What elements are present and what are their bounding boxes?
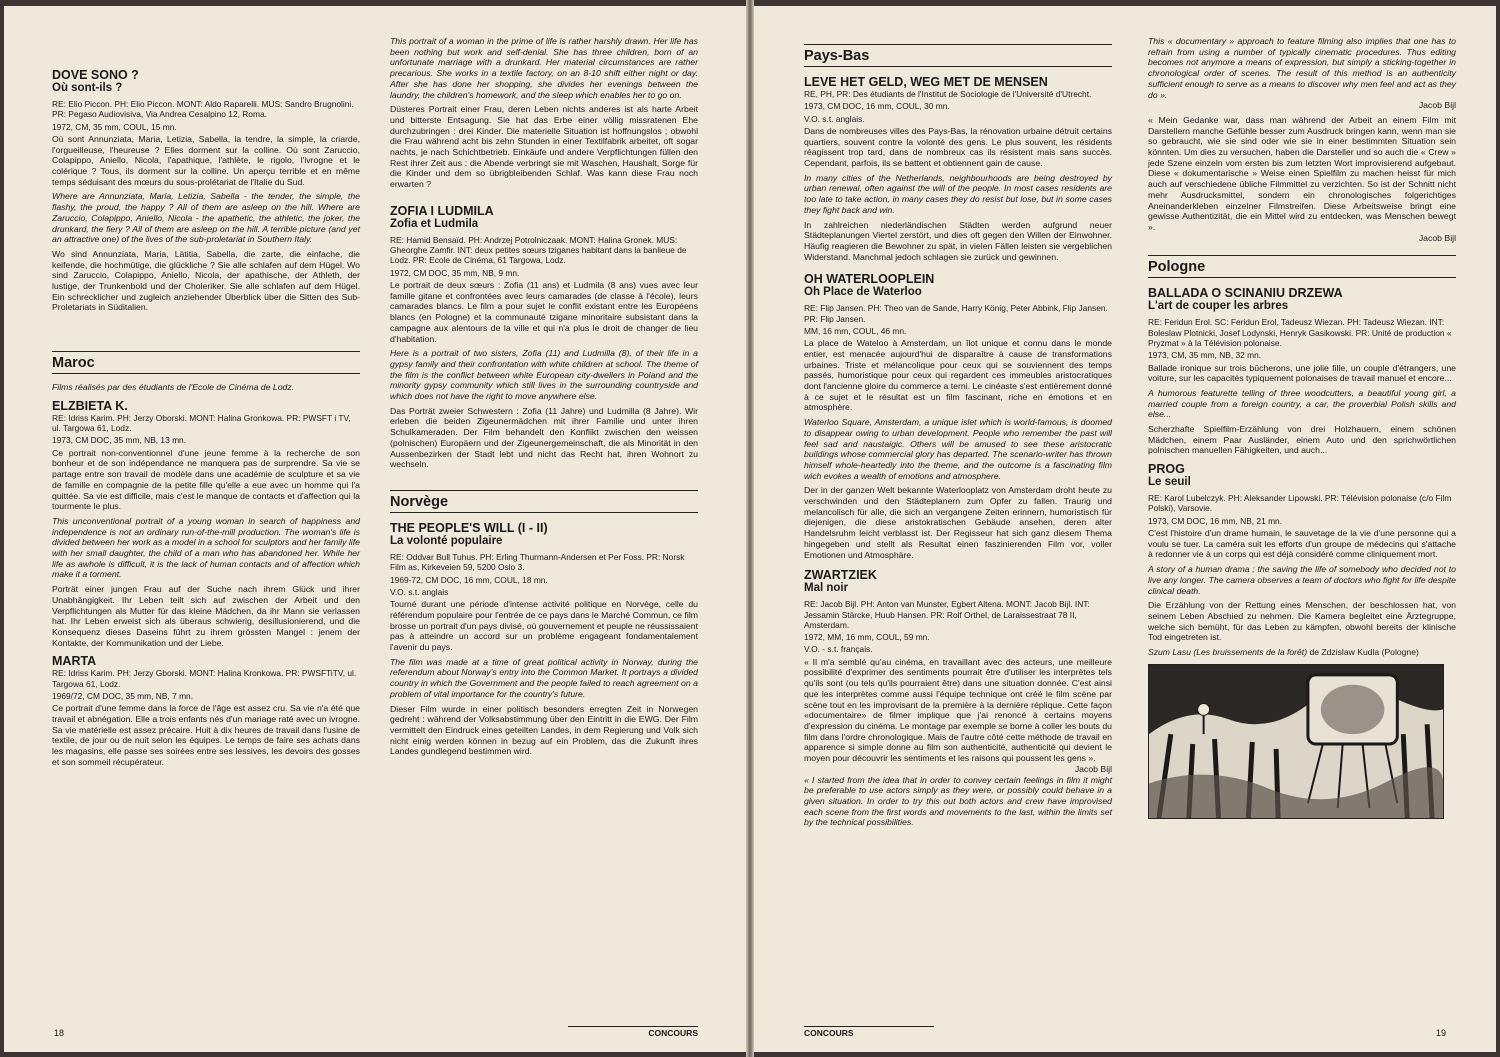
- page-number: 18: [54, 1028, 65, 1038]
- film-credits: RE: Hamid Bensaïd. PH: Andrzej Potrolniczaak. MONT: Halina Gronek. MUS: Gheorghe Zamfir. INT: deux petites sœurs tziganes habitant dans la banlieue de Lodz. PR: Ecole de Cinéma, 61 Targowa, Lodz.: [390, 234, 687, 266]
- film-title: DOVE SONO ?: [52, 68, 139, 82]
- synopsis-de: Die Erzählung von der Rettung eines Menschen, der beschlossen hat, von seinem Leben Abschied zu nehmen. Die Kamera begleitet eine Ärztegruppe, welche sich bemüht, für das Leben zu kämpfen, obwohl bereits der klinische Tod eingetreten ist.: [1148, 600, 1456, 643]
- synopsis-de: In zahlreichen niederländischen Städten werden aufgrund neuer Städteplanungen Viertel zerstört, und dies oft gegen den Willen der Einwohner. Häufig reagieren die Bewohner zu spät, in vielen Fällen leisten sie vergeblichen Widerstand. Manchmal jedoch schlagen sie zurück und gewinnen.: [804, 219, 1112, 262]
- film-credits: RE: Elio Piccon. PH: Elio Piccon. MONT: Aldo Raparelli. MUS: Sandro Brugnolini. PR: Pegaso Audiovisiva, Via Andrea Cesalpino 12, Roma.: [52, 99, 354, 120]
- film-tech: 1969-72, CM DOC, 16 mm, COUL, 18 mn.: [390, 574, 548, 585]
- synopsis-en: Here is a portrait of two sisters, Zofia (11) and Ludmilla (8), of their life in a gypsy family and their confrontation with white children at school. The theme of the film is the conflict between white European city-dwellers in Poland and the minority gypsy community which still lives in the surrounding countryside and which does not have the right to move anywhere else.: [390, 348, 698, 402]
- synopsis-en: « I started from the idea that in order to convey certain feelings in film it might be preferable to use actors simply as they were, or possibly could behave in a given situation. In order to try this out both actors and crew have improvised each scene from the first words and movements to the last, within the limits set by the technical possibilities.: [804, 774, 1112, 828]
- synopsis-en: Waterloo Square, Amsterdam, a unique islet which is world-famous, is doomed to disappear owing to urban development. People who remember the past will feel sad and naustaigic. Others will be amused to see these aristocratic buildings whose commercial glory has departed. The scenario-writer has thrown himself whole-heartedly into the theme, and the outcome is a fascinating film wich evokes a wealth of emotions and atmosphere.: [804, 417, 1112, 481]
- synopsis-en: This unconventional portrait of a young woman in search of happiness and independence is not an ordinary run-of-the-mill production. The woman's life is divided between her work as a model in a school for sculptors and her family life with her small daughter, the child of a man who has abandoned her. While her life as awhole is difficult, it is the lack of human contacts and of affection which make it a torment.: [52, 515, 360, 580]
- author-signature: Jacob Bijl: [1418, 100, 1456, 111]
- footer-label: CONCOURS: [804, 1026, 934, 1038]
- synopsis-fr: Dans de nombreuses villes des Pays-Bas, la rénovation urbaine détruit certains quartiers, souvent contre la volonté des gens. Le plus souvent, les résidents réagissent trop tard, dans de nombreux cas ils résistent mais sans succès. Cependant, parfois, ils se battent et obtiennent gain de cause.: [804, 125, 1112, 168]
- film-language: V.O. - s.t. français.: [804, 644, 873, 655]
- signature-line: [1148, 100, 1456, 111]
- synopsis-fr: Le portrait de deux sœurs : Zofia (11 ans) et Ludmila (8 ans) vues avec leur famille gitane et confrontées avec leurs camarades (de classe à l'école), leurs camarades blancs. Le film a pour sujet le conflit existant entre les Européens blancs (en Pologne) et la communauté tzigane minoritaire subsistant dans la campagne aux alentours de la ville et qui n'a plus le droit de changer de lieu d'habitation.: [390, 280, 698, 344]
- film-tech: 1973, CM DOC, 35 mm, NB, 13 mn.: [52, 435, 187, 446]
- section-intro: Films réalisés par des étudiants de l'Ecole de Cinéma de Lodz.: [52, 382, 295, 393]
- page-number: 19: [1435, 1028, 1446, 1038]
- film-still-image: [1148, 664, 1444, 819]
- section-header: [390, 490, 698, 513]
- section-header: [52, 351, 360, 374]
- film-title: ZOFIA I LUDMILA: [390, 203, 494, 218]
- film-credits: RE: Jacob Bijl. PH: Anton van Munster, Egbert Altena. MONT: Jacob Bijl. INT: Jessamin Stärcke, Huub Hansen. PR: Rolf Orthel, de Laraissestraat 78 II, Amsterdam.: [804, 599, 1090, 630]
- synopsis-en: This portrait of a woman in the prime of life is rather harshly drawn. Her life has been nothing but work and self-denial. She has three children, born of an unfortunate marriage with a drunkard. Her material circumstances are rather precarious. She works in a textile factory, on an 8-10 shift either night or day. After she has done her shopping, she divides her evenings between the laundry, the children's homework, and the sleep which enables her to go on.: [390, 36, 698, 100]
- synopsis-en: In many cities of the Netherlands, neighbourhoods are being destroyed by urban renewal, often against the will of the people. In most cases residents are too late to take action, in many cases they do resist but lose, but in some cases they fight back and win.: [804, 172, 1112, 215]
- synopsis-de: Porträt einer jungen Frau auf der Suche nach ihrem Glück und ihrer Unabhängigkeit. Ihr Leben teilt sich auf zwischen der Arbeit und den Verpflichtungen als Mutter für das kleine Mädchen, da ihr Mann sie verlassen hat. Ihr Leben erweist sich als überaus schwierig, desillusionierend, und die Konsequenz dieses Daseins führt zu ihrem grössten Mangel : jenem der Kontakte, der Kommunikation und der Liebe.: [52, 584, 360, 648]
- caption-credit: de Zdzislaw Kudla (Pologne): [1307, 647, 1419, 658]
- film-subtitle: Zofia et Ludmila: [390, 217, 479, 230]
- film-title: MARTA: [52, 654, 97, 669]
- section-title: Maroc: [52, 355, 360, 374]
- spine-gutter: [746, 0, 754, 1057]
- section-header: [1148, 255, 1456, 278]
- film-tech: 1972, CM, 35 mm, COUL, 15 mn.: [52, 121, 177, 132]
- synopsis-en: A story of a human drama ; the saving the life of somebody who decided not to live any longer. The camera observes a team of doctors who fight for life despite clinical death.: [1148, 564, 1456, 596]
- film-subtitle: Oh Place de Waterloo: [804, 286, 922, 299]
- synopsis-en-cont: This « documentary » approach to feature filming also implies that one has to refrain from using a number of typically cinematic procedures. Thus editing becomes not anymore a means of expression, but simply a sticking-together in chronological order of scenes. The result of this method is an authenticity sufficient enough to serve as a means to discover why men feel and act as they do ».: [1148, 36, 1456, 100]
- synopsis-en: A humorous featurette telling of three woodcutters, a beautiful young girl, a married couple from a foreign country, a car, the proverbial Polish skills and else...: [1148, 387, 1456, 420]
- right-page: [754, 6, 1496, 1052]
- film-credits: RE, PH, PR: Des étudiants de l'Institut de Sociologie de l'Université d'Utrecht.: [804, 89, 1092, 99]
- synopsis-fr: Ce portrait non-conventionnel d'une jeune femme à la recherche de son bonheur et de son indépendance ne manquera pas de surprendre. Sa vie se partage entre son travail de modèle dans une académie de sculpture et sa vie de famille en compagnie de la petite fille qu'elle a eue avec un homme qui l'a quittée. Sa vie est difficile, mais c'est le manque de contacts et d'affection qui la tourmente le plus.: [52, 447, 360, 512]
- film-subtitle: L'art de couper les arbres: [1148, 300, 1289, 313]
- film-subtitle: Où sont-ils ?: [52, 82, 123, 94]
- synopsis-de: Düsteres Portrait einer Frau, deren Leben nichts anderes ist als harte Arbeit und bitterste Entsagung. Sie hat das Erbe einer völlig missratenen Ehe durchzubringen : drei Kinder. Die materielle Situation ist hoffnungslos ; obwohl die Frau während acht bis zehn Stunden in einer Textilfabrik arbeitet, oft sogar nachts, je nach Schichtbetrieb. Einkäufe und andere Verpflichtungen füllen den Rest ihrer Zeit aus : die Abende verbringt sie mit Waschen, Haushalt, Sorge für die Kinder und dem so übrigbleibenden Schlaf. Was kann diese Frau noch erwarten ?: [390, 104, 698, 190]
- film-subtitle: La volonté populaire: [390, 534, 503, 547]
- film-tech: 1972, CM DOC, 35 mm, NB, 9 mn.: [390, 267, 520, 278]
- film-subtitle: Mal noir: [804, 582, 849, 595]
- film-title: BALLADA O SCINANIU DRZEWA: [1148, 286, 1343, 301]
- synopsis-de: Der in der ganzen Welt bekannte Waterlooplatz von Amsterdam droht heute zu verschwinden und den Städteplanern zum Opfer zu fallen. Traurig und melancolisch für alle, die sich an vergangene Zeiten erinnern, humoristisch für diejenigen, die diese aristokratischen Gebäude ansehen, deren alter Handelsruhm leicht verblasst ist. Der Regisseur hat sich ganz diesem Thema hingegeben und stellt als Resultat einen faszinierenden Film vor, voller Emotionen und Atmosphäre.: [804, 485, 1112, 560]
- caption-film-title: Szum Lasu (Les bruissements de la forêt): [1148, 647, 1308, 658]
- film-title: LEVE HET GELD, WEG MET DE MENSEN: [804, 75, 1048, 89]
- film-tech: 1972, MM, 16 mm, COUL, 59 mn.: [804, 632, 930, 643]
- left-page: [4, 6, 746, 1052]
- right-column-2: [1148, 36, 1456, 819]
- film-title: ZWARTZIEK: [804, 568, 877, 583]
- right-column-1: [804, 36, 1112, 832]
- author-signature: Jacob Bijl: [1418, 232, 1456, 243]
- film-tech: MM, 16 mm, COUL, 46 mn.: [804, 325, 907, 336]
- film-credits: RE: Flip Jansen. PH: Theo van de Sande, Harry König, Peter Abbink, Flip Jansen. PR: Flip Jansen.: [804, 303, 1108, 324]
- left-column-2: [390, 36, 698, 761]
- film-title: ELZBIETA K.: [52, 398, 128, 413]
- film-language: V.O. s.t. anglais.: [804, 113, 865, 124]
- film-subtitle: Le seuil: [1148, 476, 1191, 489]
- synopsis-de: Wo sind Annunziata, Maria, Lätitia, Sabella, die zarte, die einfache, die keifende, die hochmütige, die glückliche ? Sie alle schlafen auf dem Hügel. Wo sind Zaruccio, Colapippo, Aniello, Nicola, der apathische, der Athleth, der lustige, der Trunkenbold und der Choleriker. Sie alle schlafen auf dem Hügel. Ein schrecklicher und zugleich anziehender Überblick über die Sitten des Sub-Proletariats in Süditalien.: [52, 248, 360, 313]
- synopsis-en: The film was made at a time of great political activity in Norway, during the referendum about Norway's entry into the Common Market. It portrays a divided country in which the Government and the people failed to reach agreement on a problem of vital importance for the country's future.: [390, 656, 698, 699]
- footer-label: CONCOURS: [568, 1026, 698, 1038]
- section-title: Norvège: [390, 494, 698, 513]
- film-tech: 1973, CM DOC, 16 mm, NB, 21 mn.: [1148, 515, 1283, 526]
- section-header: [804, 44, 1112, 67]
- synopsis-de: Scherzhafte Spielfilm-Erzählung von drei Holzhauern, einem schönen Mädchen, einem Paar Ausländer, einem Auto und den sprichwörtlichen polnischen manuellen Fähigkeiten, und auch...: [1148, 424, 1456, 456]
- left-column-1: [52, 36, 360, 772]
- synopsis-fr: « Il m'a semblé qu'au cinéma, en travaillant avec des acteurs, une meilleure possibilité d'exprimer des sentiments pourrait être d'utiliser les interprètes tels qu'ils sont (ou tels qu'ils pourraient être) dans une situation donnée. C'est ainsi que les interprètes comme aussi l'équipe technique ont créé le film scène par scène tout en les improvisant de la première à la dernière réplique. Cette façon «documentaire» de filmer implique que j'ai renoncé à certains moyens d'expression du cinéma. Le montage par exemple se borne à coller les bouts du film dans l'ordre chronologique. Mais de l'autre côté cette méthode de travail en apparence si simple donne au film son authenticité, authenticité qui devient le moyen pour découvrir les sentiments et les raisons qui poussent les gens ».: [804, 656, 1112, 764]
- section-title: Pays-Bas: [804, 48, 1112, 67]
- film-title: OH WATERLOOPLEIN: [804, 272, 935, 287]
- synopsis-fr: Ce portrait d'une femme dans la force de l'âge est assez cru. Sa vie n'a été que travail et abnégation. Elle a trois enfants nés d'un mariage raté avec un ivrogne. Sa vie matérielle est assez précaire. Huit à dix heures de travail dans l'usine de textile, de jour ou de nuit selon les équipes. Le temps de faire ses achats dans les magasins, elle passe ses soirées entre ses lessives, les devoirs des gosses et son sommeil récupérateur.: [52, 703, 360, 767]
- film-title: THE PEOPLE'S WILL (I - II): [390, 520, 548, 535]
- signature-line: [1148, 233, 1456, 244]
- film-credits: RE: Idriss Karim. PH: Jerzy Oborski. MONT: Halina Gronkowa. PR: PWSFT i TV, ul. Targowa 61, Lodz.: [52, 412, 351, 434]
- film-language: V.O. s.t. anglais: [390, 586, 449, 597]
- film-credits: RE: Idriss Karim. PH: Jerzy Gborski. MONT: Halina Kronkowa. PR: PWSFTiTV, ul. Targowa 61, Lodz.: [52, 668, 357, 689]
- synopsis-de: Das Porträt zweier Schwestern : Zofia (11 Jahre) und Ludmilla (8 Jahre). Wir erleben die beiden Zigeunermädchen mit ihrer Familie und unter ihren Schulkameraden. Der Film behandelt den Konflikt zwischen den weissen (polnischen) Europäern und der Zigeunergemeinschaft, die als Minorität in den Aussenbezirken der Stadt lebt und nicht das Recht hat, ihren Wohnort zu wechseln.: [390, 405, 698, 470]
- synopsis-fr: C'est l'histoire d'un drame humain, le sauvetage de la vie d'une personne qui a voulu se tuer. La caméra suit les efforts d'un groupe de médecins qui s'attache à redonner vie à un corps qui est déjà considéré comme cliniquement mort.: [1148, 528, 1456, 560]
- section-title: Pologne: [1148, 259, 1456, 278]
- synopsis-fr: La place de Wateloo à Amsterdam, un îlot unique et connu dans le monde entier, est menacée aujourd'hui de disparaître à cause de transformations urbaines. Triste et mélancolique pour ceux qui se souviennent des temps passés, humoristique pour ceux qui regardent ces immeubles aristocratiques dont l'ancienne gloire du commerce a terni. Le cinéaste s'est entièrement donné à ce sujet et le résultat est un film fascinant, riche en émotions et en atmosphère.: [804, 338, 1112, 413]
- film-tech: 1973, CM DOC, 16 mm, COUL, 30 mn.: [804, 101, 950, 112]
- synopsis-en: Where are Annunziata, Maria, Letizia, Sabella - the tender, the simple, the flashy, the proud, the happy ? All of them are asleep on the hill. Where are Zaruccio, Colapippo, Aniello, Nicola - the apathetic, the athletic, the joker, the drunkard, the fiery ? All of them are asleep on the hill. A terrible picture (and yet an attractive one) of the lives of the sub-proletariat in Southern Italy.: [52, 191, 360, 245]
- film-credits: RE: Karol Lubelczyk. PH: Aleksander Lipowski. PR: Télévision polonaise (c/o Film Polski), Varsovie.: [1148, 493, 1452, 514]
- film-credits: RE: Oddvar Bull Tuhus. PH: Erling Thurmann-Andersen et Per Foss. PR: Norsk Film as, Kirkeveien 59, 5200 Oslo 3.: [390, 551, 685, 573]
- synopsis-fr: Ballade ironique sur trois bûcherons, une jolie fille, un couple d'étrangers, une voiture, sur les capacités typiquement polonaises de travail manuel et encore...: [1148, 362, 1456, 384]
- author-signature: Jacob Bijl: [1074, 763, 1112, 774]
- film-still-illustration: [1149, 665, 1443, 818]
- film-tech: 1969/72, CM DOC, 35 mm, NB, 7 mn.: [52, 690, 194, 701]
- photo-caption: [1148, 647, 1456, 657]
- signature-line: [804, 764, 1112, 775]
- film-credits: RE: Feridun Erol. SC: Feridun Erol, Tadeusz Wiezan. PH: Tadeusz Wiezan. INT: Boleslaw Plotnicki, Josef Lodynski, Henryk Gasikowski. PR: Unité de production « Pryzmat » à la Télévision polonaise.: [1148, 317, 1452, 348]
- synopsis-fr: Où sont Annunziata, Maria, Letizia, Sabella, la tendre, la simple, la criarde, l'orgueilleuse, l'heureuse ? Elles dorment sur la colline. Où sont Zaruccio, Colapippo, Aniello, Nicola, l'apathique, l'athlète, le rigolo, l'ivrogne et le colérique ? Tous, ils dorment sur la colline. Un aperçu terrible et en même temps séduisant des mœurs du sous-prolétariat de l'Italie du Sud.: [52, 133, 360, 187]
- synopsis-de: Dieser Film wurde in einer politisch besonders erregten Zeit in Norwegen gedreht : während der Volksabstimmung über den Eintritt in die EWG. Der Film vermittelt den Eindruck eines geteilten Landes, in dem Regierung und Volk sich nicht einig werden können in bezug auf ein Problem, das die Zukunft ihres Landes gundlegend bestimmen wird.: [390, 703, 698, 757]
- film-tech: 1973, CM, 35 mm, NB, 32 mn.: [1148, 350, 1262, 361]
- synopsis-de: « Mein Gedanke war, dass man während der Arbeit an einem Film mit Darstellern manche Gefühle besser zum Ausdruck bringen kann, wenn man sie so gebraucht, wie sie sind oder wie sie in einer bestimmten Situation sein könnten. Um dies zu versuchen, haben die Darsteller und so auch die « Crew » jede Szene einzeln vom ersten bis zum letzten Wort improvisierend aufgebaut. Diese « dokumentarische » Weise einen Spielfilm zu machen heisst für mich auch auf verschiedene übliche Filmmittel zu verzichten. So ist der Schnitt nicht mehr Ausdrucksmittel, sondern ein chronologisches folgerichtiges Aneinanderkleben einzelner Filmstreifen. Diese Arbeitsweise bringt eine gewisse Authentizität, die ein Mittel wird zu entdecken, was Menschen bewegt ».: [1148, 114, 1456, 232]
- film-title: PROG: [1148, 462, 1185, 477]
- synopsis-fr: Tourné durant une période d'intense activité politique en Norvège, celle du référendum populaire pour l'entrée de ce pays dans le Marché Commun, ce film brosse un portrait d'un pays divisé, où gouvernement et peuple ne réussissaient pas à atteindre un accord sur un problème engageant fondamentalement l'avenir du pays.: [390, 599, 698, 652]
